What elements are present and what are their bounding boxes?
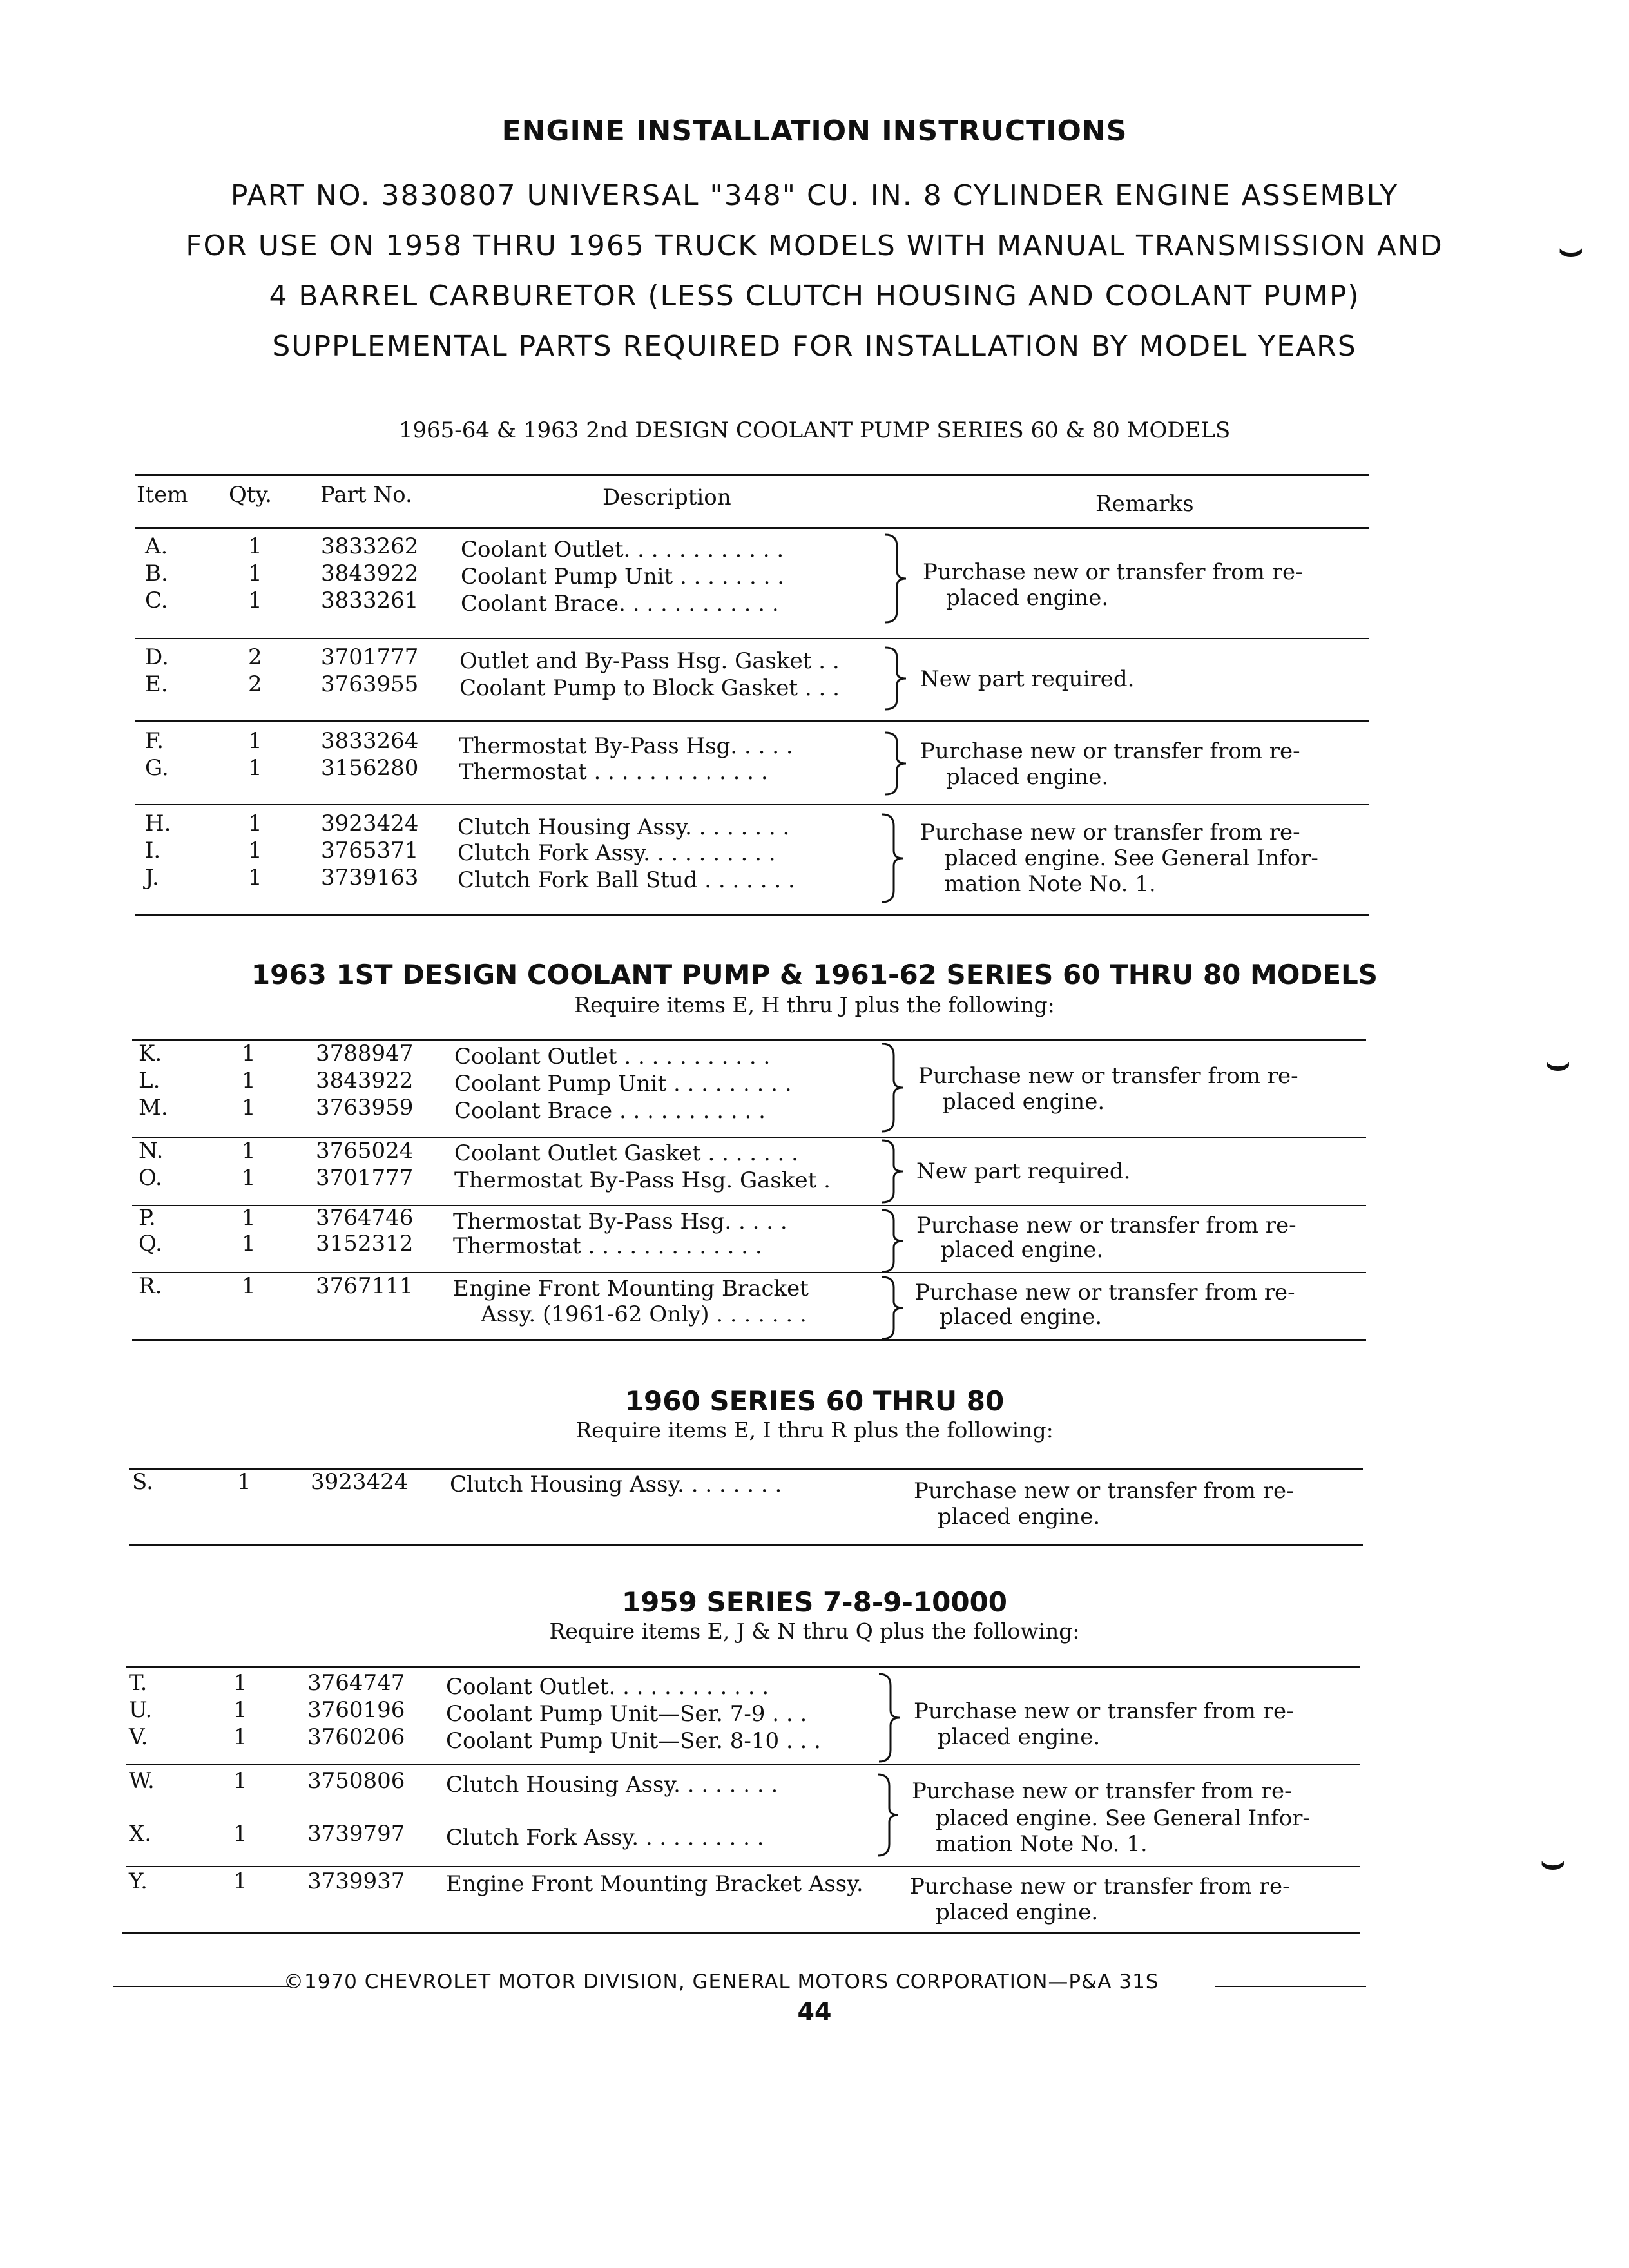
remark-line: Purchase new or transfer from re- bbox=[910, 1874, 1290, 1899]
rule bbox=[122, 1932, 1360, 1934]
item-description: Coolant Brace . . . . . . . . . . . bbox=[454, 1098, 766, 1124]
item-description: Coolant Pump to Block Gasket . . . bbox=[459, 675, 840, 701]
intro-line-2: FOR USE ON 1958 THRU 1965 TRUCK MODELS WITH MANUAL TRANSMISSION AND bbox=[186, 229, 1443, 262]
intro-line-3: 4 BARREL CARBURETOR (LESS CLUTCH HOUSING AND COOLANT PUMP) bbox=[269, 280, 1360, 312]
item-part-number: 3833264 bbox=[321, 728, 419, 754]
item-description: Thermostat By-Pass Hsg. . . . . bbox=[453, 1209, 787, 1235]
remark-line: Purchase new or transfer from re- bbox=[920, 820, 1300, 845]
section2-requirement: Require items E, H thru J plus the following: bbox=[574, 992, 1055, 1017]
item-letter: K. bbox=[139, 1041, 162, 1066]
item-part-number: 3701777 bbox=[316, 1165, 414, 1191]
item-description: Assy. (1961-62 Only) . . . . . . . bbox=[453, 1302, 807, 1327]
item-qty: 1 bbox=[233, 1670, 247, 1696]
copyright-notice: ©1970 CHEVROLET MOTOR DIVISION, GENERAL MOTORS CORPORATION—P&A 31S bbox=[284, 1970, 1159, 1994]
item-part-number: 3763959 bbox=[316, 1095, 414, 1120]
remark-line: New part required. bbox=[916, 1158, 1131, 1184]
item-description: Coolant Pump Unit—Ser. 8-10 . . . bbox=[446, 1728, 821, 1754]
item-part-number: 3923424 bbox=[321, 811, 419, 836]
item-part-number: 3156280 bbox=[321, 755, 419, 781]
item-part-number: 3765371 bbox=[321, 838, 419, 863]
item-letter: G. bbox=[145, 755, 169, 781]
item-qty: 1 bbox=[233, 1697, 247, 1723]
intro-line-4: SUPPLEMENTAL PARTS REQUIRED FOR INSTALLATION BY MODEL YEARS bbox=[272, 330, 1357, 363]
remark-line: Purchase new or transfer from re- bbox=[915, 1280, 1295, 1305]
item-qty: 1 bbox=[242, 1273, 256, 1299]
item-letter: V. bbox=[129, 1724, 148, 1750]
item-part-number: 3152312 bbox=[316, 1231, 414, 1256]
rule bbox=[135, 638, 1369, 639]
item-description: Coolant Pump Unit—Ser. 7-9 . . . bbox=[446, 1701, 807, 1727]
remark-line: Purchase new or transfer from re- bbox=[914, 1478, 1294, 1504]
remark-line: Purchase new or transfer from re- bbox=[923, 559, 1303, 585]
group-brace bbox=[880, 1043, 905, 1133]
item-qty: 1 bbox=[242, 1165, 256, 1191]
rule bbox=[135, 527, 1369, 529]
item-description: Thermostat By-Pass Hsg. . . . . bbox=[459, 733, 793, 759]
item-qty: 1 bbox=[233, 1869, 247, 1894]
item-part-number: 3764747 bbox=[307, 1670, 405, 1696]
item-letter: F. bbox=[145, 728, 164, 754]
item-part-number: 3739937 bbox=[307, 1869, 405, 1894]
margin-mark: ⌣ bbox=[1540, 1840, 1566, 1885]
item-part-number: 3833262 bbox=[321, 533, 419, 559]
item-description: Coolant Outlet Gasket . . . . . . . bbox=[454, 1140, 798, 1166]
item-description: Coolant Outlet . . . . . . . . . . . bbox=[454, 1044, 771, 1070]
item-description: Coolant Outlet. . . . . . . . . . . . bbox=[446, 1674, 769, 1700]
item-description: Thermostat . . . . . . . . . . . . . bbox=[459, 759, 768, 785]
remark-line: placed engine. bbox=[942, 1089, 1105, 1115]
item-letter: L. bbox=[139, 1068, 160, 1093]
item-letter: J. bbox=[145, 865, 159, 890]
margin-mark: ⌣ bbox=[1558, 227, 1584, 272]
group-brace bbox=[880, 813, 905, 903]
item-description: Thermostat By-Pass Hsg. Gasket . bbox=[454, 1168, 831, 1193]
rule bbox=[135, 914, 1369, 916]
rule bbox=[129, 1544, 1363, 1546]
item-qty: 1 bbox=[233, 1821, 247, 1847]
item-letter: M. bbox=[139, 1095, 168, 1120]
remark-line: mation Note No. 1. bbox=[936, 1831, 1148, 1857]
item-description: Coolant Outlet. . . . . . . . . . . . bbox=[461, 537, 784, 562]
group-brace bbox=[880, 1139, 905, 1204]
item-letter: I. bbox=[145, 838, 161, 863]
item-part-number: 3739797 bbox=[307, 1821, 405, 1847]
group-brace bbox=[883, 731, 909, 796]
rule bbox=[135, 474, 1369, 476]
rule bbox=[132, 1339, 1366, 1341]
item-part-number: 3843922 bbox=[316, 1068, 414, 1093]
remark-line: placed engine. See General Infor- bbox=[936, 1805, 1310, 1831]
item-part-number: 3843922 bbox=[321, 561, 419, 586]
item-part-number: 3833261 bbox=[321, 588, 419, 613]
item-part-number: 3923424 bbox=[311, 1469, 409, 1495]
item-qty: 1 bbox=[242, 1041, 256, 1066]
item-qty: 1 bbox=[237, 1469, 251, 1495]
item-qty: 1 bbox=[248, 533, 262, 559]
col-header-remarks: Remarks bbox=[1095, 491, 1194, 517]
group-brace bbox=[875, 1773, 901, 1857]
item-part-number: 3764746 bbox=[316, 1205, 414, 1231]
item-part-number: 3739163 bbox=[321, 865, 419, 890]
remark-line: Purchase new or transfer from re- bbox=[914, 1698, 1294, 1724]
section4-requirement: Require items E, J & N thru Q plus the following: bbox=[549, 1619, 1080, 1644]
item-part-number: 3788947 bbox=[316, 1041, 414, 1066]
item-qty: 1 bbox=[248, 811, 262, 836]
remark-line: Purchase new or transfer from re- bbox=[912, 1778, 1292, 1804]
rule bbox=[126, 1764, 1360, 1765]
item-letter: W. bbox=[129, 1768, 155, 1794]
item-letter: T. bbox=[129, 1670, 148, 1696]
item-qty: 1 bbox=[233, 1724, 247, 1750]
item-letter: S. bbox=[132, 1469, 153, 1495]
col-header-item: Item bbox=[137, 482, 188, 508]
remark-line: placed engine. bbox=[936, 1899, 1099, 1925]
item-part-number: 3767111 bbox=[316, 1273, 414, 1299]
item-qty: 1 bbox=[248, 838, 262, 863]
item-description: Engine Front Mounting Bracket Assy. bbox=[446, 1871, 863, 1897]
item-part-number: 3765024 bbox=[316, 1138, 414, 1164]
item-letter: N. bbox=[139, 1138, 164, 1164]
item-letter: U. bbox=[129, 1697, 153, 1723]
group-brace bbox=[883, 646, 909, 711]
item-letter: Q. bbox=[139, 1231, 162, 1256]
remark-line: placed engine. See General Infor- bbox=[944, 845, 1318, 871]
item-qty: 1 bbox=[242, 1068, 256, 1093]
item-qty: 1 bbox=[242, 1095, 256, 1120]
item-qty: 1 bbox=[248, 728, 262, 754]
item-description: Coolant Pump Unit . . . . . . . . . bbox=[454, 1071, 792, 1097]
remark-line: Purchase new or transfer from re- bbox=[918, 1063, 1298, 1089]
item-qty: 1 bbox=[248, 865, 262, 890]
section1-subheading: 1965-64 & 1963 2nd DESIGN COOLANT PUMP SERIES 60 & 80 MODELS bbox=[398, 418, 1231, 443]
item-qty: 1 bbox=[233, 1768, 247, 1794]
item-letter: C. bbox=[145, 588, 168, 613]
item-qty: 1 bbox=[248, 755, 262, 781]
section3-requirement: Require items E, I thru R plus the following: bbox=[575, 1418, 1054, 1443]
item-part-number: 3760196 bbox=[307, 1697, 405, 1723]
margin-mark: ⌣ bbox=[1545, 1041, 1571, 1086]
footer-rule-right bbox=[1215, 1986, 1366, 1987]
footer-rule-left bbox=[113, 1986, 290, 1987]
item-description: Engine Front Mounting Bracket bbox=[453, 1276, 809, 1302]
section4-heading: 1959 SERIES 7-8-9-10000 bbox=[621, 1586, 1008, 1618]
remark-line: placed engine. bbox=[938, 1724, 1101, 1750]
remark-line: Purchase new or transfer from re- bbox=[920, 738, 1300, 764]
item-description: Clutch Housing Assy. . . . . . . . bbox=[458, 814, 790, 840]
item-part-number: 3763955 bbox=[321, 671, 419, 697]
col-header-qty: Qty. bbox=[229, 482, 273, 508]
item-description: Clutch Fork Assy. . . . . . . . . . bbox=[446, 1825, 764, 1850]
item-letter: P. bbox=[139, 1205, 156, 1231]
col-header-description: Description bbox=[602, 485, 731, 510]
item-qty: 1 bbox=[242, 1231, 256, 1256]
remark-line: placed engine. bbox=[941, 1237, 1104, 1263]
item-letter: A. bbox=[145, 533, 168, 559]
rule bbox=[126, 1866, 1360, 1867]
remark-line: mation Note No. 1. bbox=[944, 871, 1156, 897]
item-part-number: 3760206 bbox=[307, 1724, 405, 1750]
item-qty: 1 bbox=[248, 561, 262, 586]
item-description: Clutch Fork Assy. . . . . . . . . . bbox=[458, 840, 776, 866]
item-letter: D. bbox=[145, 644, 169, 670]
item-letter: X. bbox=[129, 1821, 152, 1847]
item-description: Outlet and By-Pass Hsg. Gasket . . bbox=[459, 648, 840, 674]
item-letter: H. bbox=[145, 811, 171, 836]
item-letter: E. bbox=[145, 671, 168, 697]
item-qty: 1 bbox=[242, 1138, 256, 1164]
item-letter: O. bbox=[139, 1165, 162, 1191]
item-description: Coolant Pump Unit . . . . . . . . bbox=[461, 564, 785, 590]
item-qty: 1 bbox=[242, 1205, 256, 1231]
group-brace bbox=[876, 1673, 902, 1763]
item-description: Clutch Housing Assy. . . . . . . . bbox=[450, 1472, 782, 1497]
item-qty: 1 bbox=[248, 588, 262, 613]
intro-line-1: PART NO. 3830807 UNIVERSAL "348" CU. IN. 8 CYLINDER ENGINE ASSEMBLY bbox=[230, 179, 1399, 212]
item-part-number: 3701777 bbox=[321, 644, 419, 670]
section3-heading: 1960 SERIES 60 THRU 80 bbox=[624, 1385, 1005, 1417]
rule bbox=[135, 804, 1369, 805]
section2-heading: 1963 1ST DESIGN COOLANT PUMP & 1961-62 SERIES 60 THRU 80 MODELS bbox=[251, 959, 1378, 990]
remark-line: New part required. bbox=[920, 666, 1135, 692]
item-qty: 2 bbox=[248, 644, 262, 670]
item-letter: B. bbox=[145, 561, 168, 586]
item-description: Coolant Brace. . . . . . . . . . . . bbox=[461, 591, 779, 617]
item-description: Clutch Fork Ball Stud . . . . . . . bbox=[458, 867, 795, 893]
remark-line: placed engine. bbox=[946, 585, 1109, 611]
item-description: Thermostat . . . . . . . . . . . . . bbox=[453, 1233, 762, 1259]
remark-line: placed engine. bbox=[938, 1504, 1101, 1530]
group-brace bbox=[880, 1276, 905, 1340]
remark-line: Purchase new or transfer from re- bbox=[916, 1213, 1296, 1238]
rule bbox=[135, 720, 1369, 722]
item-description: Clutch Housing Assy. . . . . . . . bbox=[446, 1772, 778, 1798]
item-part-number: 3750806 bbox=[307, 1768, 405, 1794]
remark-line: placed engine. bbox=[946, 764, 1109, 790]
item-letter: R. bbox=[139, 1273, 162, 1299]
rule bbox=[126, 1666, 1360, 1668]
group-brace bbox=[883, 533, 909, 624]
col-header-part: Part No. bbox=[320, 482, 412, 508]
page-number: 44 bbox=[797, 1997, 832, 2026]
page-title: ENGINE INSTALLATION INSTRUCTIONS bbox=[501, 115, 1128, 148]
item-letter: Y. bbox=[129, 1869, 148, 1894]
group-brace bbox=[880, 1209, 905, 1273]
remark-line: placed engine. bbox=[940, 1304, 1103, 1330]
item-qty: 2 bbox=[248, 671, 262, 697]
